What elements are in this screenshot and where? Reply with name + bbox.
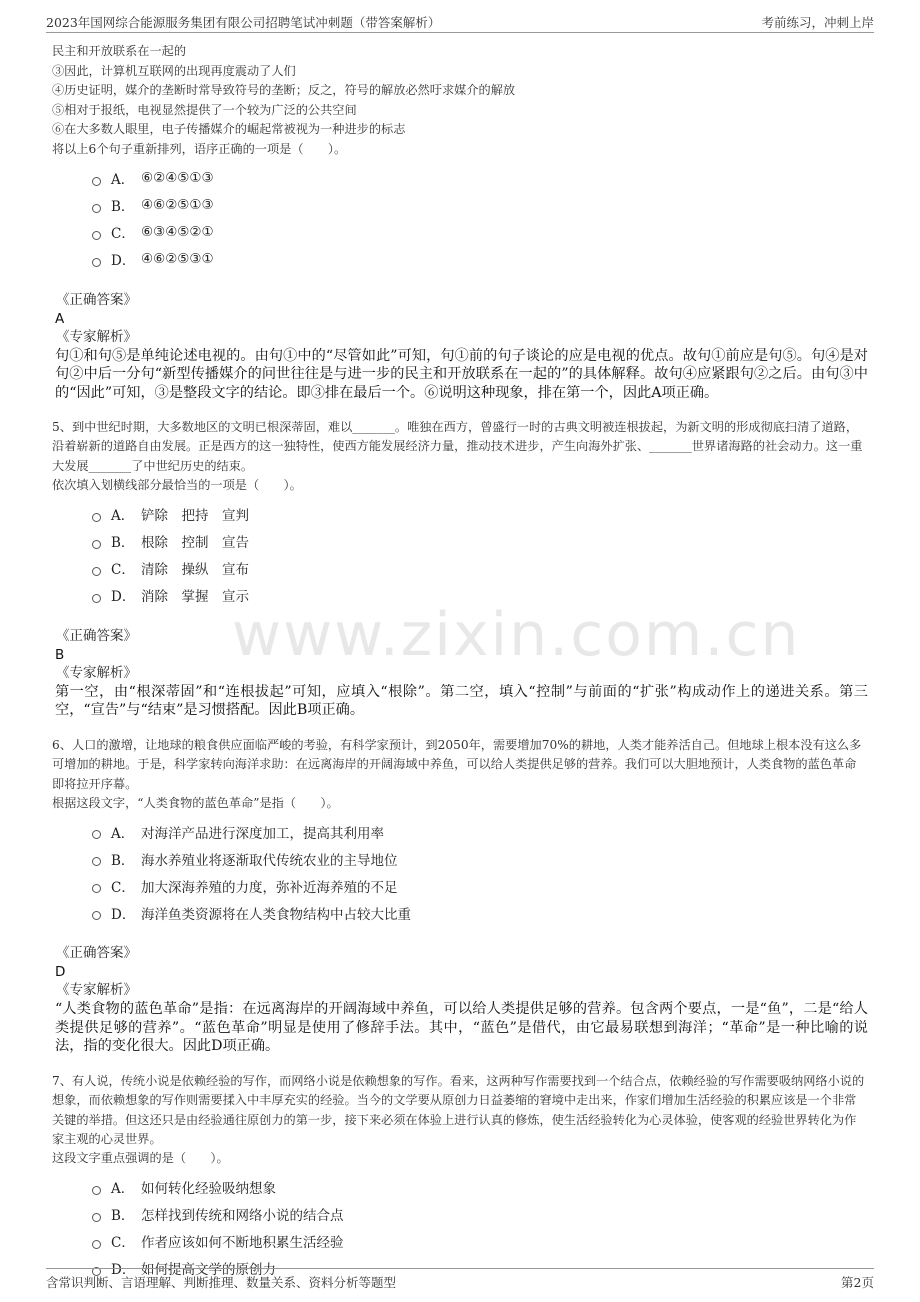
option-a[interactable] [92, 165, 868, 192]
page-footer [46, 1268, 874, 1293]
analysis-text: 句①和句⑤是单纯论述电视的。由句①中的“尽管如此”可知，句①前的句子谈论的应是电视的优点。故句①前应是句⑤。句④是对句②中后一分句“新型传播媒介的问世往往是与进一步的民主和开放联系在一起的”的具体解释。故句④应紧跟句②之后。由句③中的“因此”可知，③是整段文字的结论。即③排在最后一个。⑥说明这种现象，排在第一个，因此A项正确。 [55, 347, 868, 401]
question-6 [52, 736, 868, 1056]
radio-icon[interactable] [92, 204, 101, 213]
option-letter: B． [111, 1208, 135, 1225]
question-5-stem: 5、到中世纪时期，大多数地区的文明已根深蒂固，难以_______。唯独在西方，曾盛行一时的古典文明被连根拔起，为新文明的形成彻底扫清了道路，沿着崭新的道路自由发展。正是西方的这一独特性，使西方能发展经济力量，推动技术进步，产生向海外扩张、_______世界诸海路的社会动力。这一重大发展_______了中世纪历史的结束。 [52, 420, 863, 473]
option-letter: C． [111, 879, 135, 896]
question-4 [52, 42, 868, 402]
option-a[interactable] [92, 1174, 868, 1201]
question-4-options [92, 165, 868, 273]
radio-icon[interactable] [92, 177, 101, 186]
option-letter: C． [111, 1235, 135, 1252]
option-text: 海水养殖业将逐渐取代传统农业的主导地位 [141, 852, 398, 869]
option-b[interactable] [92, 192, 868, 219]
radio-icon[interactable] [92, 513, 101, 522]
answer-value: A [55, 310, 65, 327]
option-letter: D． [111, 589, 136, 606]
option-letter: C． [111, 562, 135, 579]
header-slogan: 考前练习，冲刺上岸 [761, 15, 874, 30]
answer-label: 《正确答案》 [56, 945, 137, 962]
answer-value: D [55, 964, 66, 981]
radio-icon[interactable] [92, 830, 101, 839]
footer-text: 含常识判断、言语理解、判断推理、数量关系、资料分析等题型 [46, 1275, 397, 1290]
option-text: 海洋鱼类资源将在人类食物结构中占较大比重 [141, 906, 411, 923]
option-text: 作者应该如何不断地积累生活经验 [141, 1235, 344, 1252]
option-c[interactable] [92, 555, 868, 582]
question-4-line: ⑥在大多数人眼里，电子传播媒介的崛起常被视为一种进步的标志 [52, 122, 406, 137]
option-a[interactable] [92, 818, 868, 845]
option-letter: D． [111, 1262, 136, 1279]
radio-icon[interactable] [92, 1240, 101, 1249]
option-c[interactable] [92, 219, 868, 246]
option-letter: B． [111, 199, 135, 216]
option-text: 对海洋产品进行深度加工，提高其利用率 [141, 825, 384, 842]
radio-icon[interactable] [92, 231, 101, 240]
radio-icon[interactable] [92, 567, 101, 576]
option-c[interactable] [92, 872, 868, 899]
document-title: 2023年国网综合能源服务集团有限公司招聘笔试冲刺题（带答案解析） [46, 15, 441, 30]
question-4-line: ④历史证明，媒介的垄断时常导致符号的垄断；反之，符号的解放必然吁求媒介的解放 [52, 83, 516, 98]
option-text: ⑥③④⑤②① [141, 224, 214, 241]
option-letter: B． [111, 852, 135, 869]
analysis-text: 第一空，由“根深蒂固”和“连根拔起”可知，应填入“根除”。第二空，填入“控制”与前面的“扩张”构成动作上的递进关系。第三空，“宣告”与“结束”是习惯搭配。因此B项正确。 [55, 683, 868, 719]
analysis-label: 《专家解析》 [56, 664, 137, 681]
option-letter: D． [111, 906, 136, 923]
option-b[interactable] [92, 1201, 868, 1228]
option-text: 根除 控制 宣告 [141, 535, 249, 552]
question-7-stem: 7、有人说，传统小说是依赖经验的写作，而网络小说是依赖想象的写作。看来，这两种写作需要找到一个结合点，依赖经验的写作需要吸纳网络小说的想象，而依赖想象的写作则需要揉入中丰厚充实的经验。当今的文学要从原创力日益萎缩的窘境中走出来，作家们增加生活经验的积累应该是一个非常关键的举措。但这还只是由经验通往原创力的第一步，接下来必须在体验上进行认真的修炼，使生活经验转化为心灵体验，使客观的经验世界转化为作家主观的心灵世界。 [52, 1073, 865, 1147]
option-letter: A． [111, 1181, 135, 1198]
option-letter: A． [111, 508, 135, 525]
radio-icon[interactable] [92, 540, 101, 549]
option-letter: A． [111, 825, 135, 842]
answer-label: 《正确答案》 [56, 627, 137, 644]
analysis-label: 《专家解析》 [56, 328, 137, 345]
radio-icon[interactable] [92, 884, 101, 893]
analysis-text: “人类食物的蓝色革命”是指：在远离海岸的开阔海域中养鱼，可以给人类提供足够的营养。包含两个要点，一是“鱼”，二是“给人类提供足够的营养”。“蓝色革命”明显是使用了修辞手法。其中，“蓝色”是借代，由它最易联想到海洋；“革命”是一种比喻的说法，指的变化很大。因此D项正确。 [55, 1001, 868, 1055]
question-6-options [92, 818, 868, 926]
analysis-label: 《专家解析》 [56, 982, 137, 999]
option-text: ④⑥②⑤①③ [141, 197, 214, 214]
page-number: 第2页 [841, 1275, 874, 1290]
question-5 [52, 418, 868, 720]
question-4-prompt: 将以上6个句子重新排列，语序正确的一项是（ ）。 [52, 141, 347, 156]
radio-icon[interactable] [92, 911, 101, 920]
option-text: ⑥②④⑤①③ [141, 170, 214, 187]
question-6-stem: 6、人口的激增，让地球的粮食供应面临严峻的考验，有科学家预计，到2050年，需要增加70%的耕地，人类才能养活自己。但地球上根本没有这么多可增加的耕地。于是，科学家转向海洋求助：在远离海岸的开阔海域中养鱼，可以给人类提供足够的营养。我们可以大胆地预计，人类食物的蓝色革命即将拉开序幕。 [52, 737, 862, 791]
answer-block [52, 291, 868, 403]
question-6-prompt: 根据这段文字，“人类食物的蓝色革命”是指（ ）。 [52, 795, 339, 810]
option-text: 消除 掌握 宣示 [141, 589, 249, 606]
page-header [46, 10, 874, 33]
option-text: 加大深海养殖的力度，弥补近海养殖的不足 [141, 879, 398, 896]
radio-icon[interactable] [92, 857, 101, 866]
option-text: 如何转化经验吸纳想象 [141, 1181, 276, 1198]
watermark: www.zixin.com.cn [232, 600, 801, 670]
radio-icon[interactable] [92, 258, 101, 267]
option-text: 铲除 把持 宣判 [141, 508, 249, 525]
radio-icon[interactable] [92, 594, 101, 603]
option-text: ④⑥②⑤③① [141, 251, 214, 268]
question-4-line: ⑤相对于报纸，电视显然提供了一个较为广泛的公共空间 [52, 102, 357, 117]
option-text: 如何提高文学的原创力 [141, 1262, 276, 1279]
option-letter: C． [111, 226, 135, 243]
page-content [52, 42, 868, 1282]
option-letter: A． [111, 172, 135, 189]
question-5-options [92, 501, 868, 609]
option-letter: D． [111, 253, 136, 270]
option-text: 清除 操纵 宣布 [141, 562, 249, 579]
answer-block [52, 627, 868, 720]
answer-block [52, 944, 868, 1056]
answer-value: B [55, 646, 65, 663]
question-5-prompt: 依次填入划横线部分最恰当的一项是（ ）。 [52, 478, 302, 493]
question-7 [52, 1072, 868, 1282]
option-c[interactable] [92, 1228, 868, 1255]
option-d[interactable] [92, 899, 868, 926]
question-7-options [92, 1174, 868, 1282]
option-d[interactable] [92, 582, 868, 609]
option-b[interactable] [92, 528, 868, 555]
option-text: 怎样找到传统和网络小说的结合点 [141, 1208, 344, 1225]
question-4-line: 民主和开放联系在一起的 [52, 44, 187, 58]
question-7-prompt: 这段文字重点强调的是（ ）。 [52, 1151, 229, 1166]
option-d[interactable] [92, 246, 868, 273]
option-b[interactable] [92, 845, 868, 872]
radio-icon[interactable] [92, 1186, 101, 1195]
option-a[interactable] [92, 501, 868, 528]
answer-label: 《正确答案》 [56, 291, 137, 308]
question-4-line: ③因此，计算机互联网的出现再度震动了人们 [52, 63, 296, 78]
option-letter: B． [111, 535, 135, 552]
radio-icon[interactable] [92, 1213, 101, 1222]
